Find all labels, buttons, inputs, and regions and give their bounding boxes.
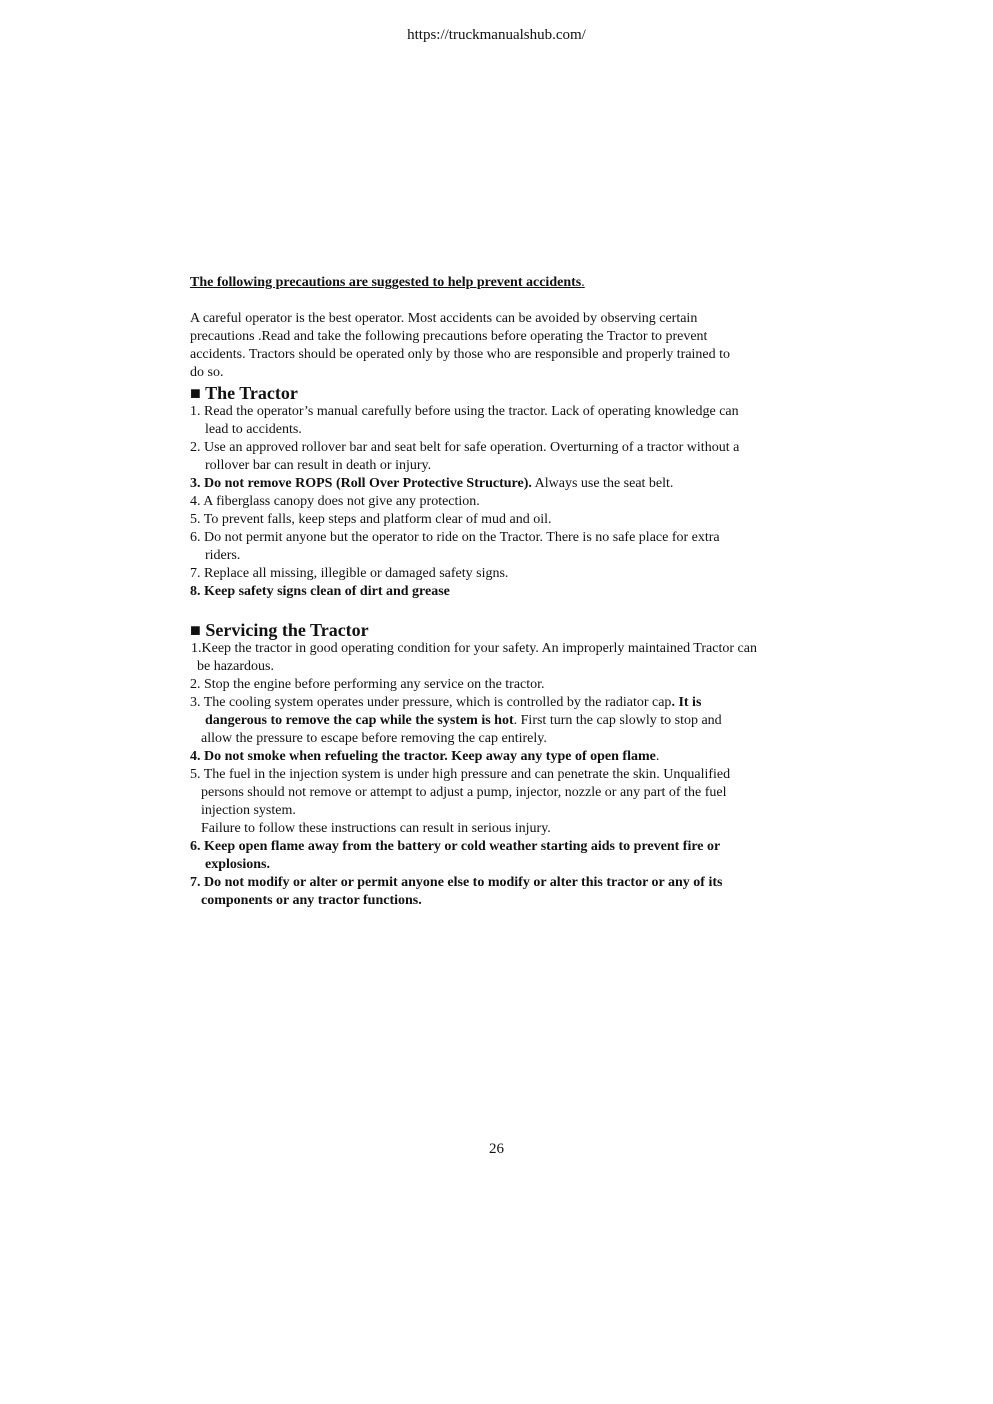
page-number: 26	[489, 1141, 504, 1157]
list-item: 4. A fiberglass canopy does not give any protection.	[190, 494, 480, 509]
list-item: 4. Do not smoke when refueling the tractor. Keep away any type of open flame.	[190, 749, 660, 764]
list-item: 6. Do not permit anyone but the operator to ride on the Tractor. There is no safe place for extra	[190, 530, 720, 545]
list-item: 3. The cooling system operates under pressure, which is controlled by the radiator cap. It is	[190, 695, 702, 710]
list-item: 5. To prevent falls, keep steps and platform clear of mud and oil.	[190, 512, 552, 527]
servicing-list	[190, 640, 810, 910]
list-item-continuation: riders.	[205, 548, 241, 563]
list-item-continuation: components or any tractor functions.	[201, 893, 422, 908]
intro-line: A careful operator is the best operator. Most accidents can be avoided by observing certain	[190, 311, 698, 326]
tractor-list	[190, 403, 810, 601]
list-item: 1. Read the operator’s manual carefully before using the tractor. Lack of operating knowledge can	[190, 404, 739, 419]
precautions-content	[190, 274, 810, 910]
list-item: 6. Keep open flame away from the battery or cold weather starting aids to prevent fire or	[190, 839, 721, 854]
list-item: 5. The fuel in the injection system is under high pressure and can penetrate the skin. Unqualified	[190, 767, 731, 782]
list-item-continuation: be hazardous.	[197, 659, 274, 674]
list-item-continuation: explosions.	[205, 857, 270, 872]
list-item-continuation: rollover bar can result in death or injury.	[205, 458, 432, 473]
list-item: 3. Do not remove ROPS (Roll Over Protective Structure). Always use the seat belt.	[190, 476, 674, 491]
intro-line: do so.	[190, 365, 224, 380]
section-title-tractor: ■ The Tractor	[190, 383, 298, 403]
list-item: 2. Use an approved rollover bar and seat belt for safe operation. Overturning of a tractor without a	[190, 440, 740, 455]
square-bullet-icon: ■	[190, 620, 201, 640]
section-title-servicing: ■ Servicing the Tractor	[190, 620, 369, 640]
list-item: 2. Stop the engine before performing any service on the tractor.	[190, 677, 545, 692]
list-item-continuation: persons should not remove or attempt to adjust a pump, injector, nozzle or any part of the fuel	[201, 785, 727, 800]
list-item-continuation: lead to accidents.	[205, 422, 302, 437]
list-item-continuation: dangerous to remove the cap while the system is hot. First turn the cap slowly to stop and	[205, 713, 722, 728]
list-item-continuation: injection system.	[201, 803, 296, 818]
list-item-continuation: allow the pressure to escape before removing the cap entirely.	[201, 731, 547, 746]
list-item: 8. Keep safety signs clean of dirt and grease	[190, 584, 450, 599]
list-item: 1.Keep the tractor in good operating condition for your safety. An improperly maintained Tractor can	[191, 641, 757, 656]
source-url: https://truckmanualshub.com/	[407, 27, 586, 43]
list-item: 7. Do not modify or alter or permit anyone else to modify or alter this tractor or any of its	[190, 875, 723, 890]
list-item: 7. Replace all missing, illegible or damaged safety signs.	[190, 566, 509, 581]
intro-paragraph	[190, 310, 810, 382]
list-item-continuation: Failure to follow these instructions can result in serious injury.	[201, 821, 551, 836]
square-bullet-icon: ■	[190, 383, 201, 403]
intro-line: accidents. Tractors should be operated only by those who are responsible and properly trained to	[190, 347, 731, 362]
intro-line: precautions .Read and take the following precautions before operating the Tractor to prevent	[190, 329, 708, 344]
intro-heading: The following precautions are suggested to help prevent accidents.	[190, 275, 585, 290]
